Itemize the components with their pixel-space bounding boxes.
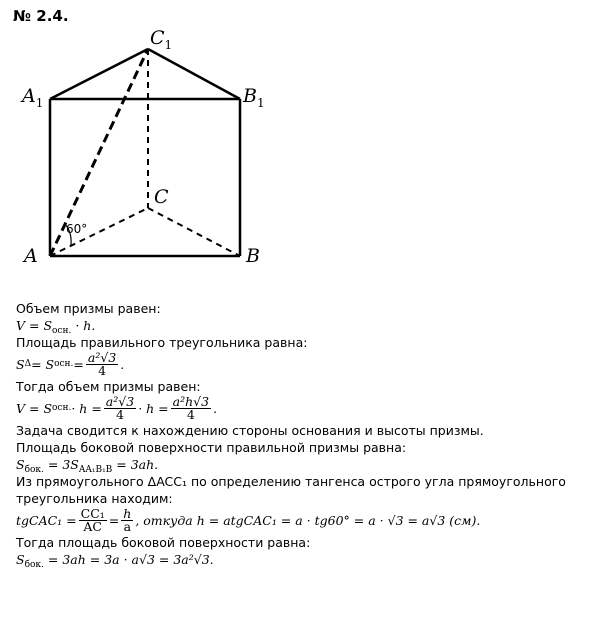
- edge-AC-hidden: [50, 208, 148, 256]
- formula-triangle-area: S Δ = S осн. = $\frac{\text{a²√3}}{4}$ .: [16, 350, 125, 378]
- text-line: Площадь боковой поверхности правильной призмы равна:: [16, 440, 407, 455]
- text-line: Задача сводится к нахождению стороны основания и высоты призмы.: [16, 423, 484, 438]
- text-line: Площадь правильного треугольника равна:: [16, 335, 308, 350]
- label-A1: $A_1$: [22, 85, 44, 110]
- text-line: Объем призмы равен:: [16, 301, 161, 316]
- formula-volume: $V = S_{осн.} \cdot h$.: [16, 318, 96, 336]
- text-line: Тогда площадь боковой поверхности равна:: [16, 535, 311, 550]
- formula-lateral-area: $S_{бок.} = 3S_{AA_1B_1B} = 3ah$.: [16, 457, 159, 475]
- diagonal-AC1: [50, 49, 148, 256]
- label-B1: $B_1$: [243, 85, 265, 110]
- label-B: B: [246, 245, 260, 267]
- solution-text: [16, 300, 591, 568]
- text-line: треугольника находим:: [16, 491, 173, 506]
- edge-A1C1: [50, 49, 148, 99]
- edge-CB-hidden: [148, 208, 240, 256]
- text-line: Тогда объем призмы равен:: [16, 379, 201, 394]
- edge-C1B1: [148, 49, 240, 99]
- formula-volume-expanded: V = S осн. · h = $\frac{\text{a²√3}}{4}$ · h = $\frac{\text{a²h√3}}{4}$ .: [16, 394, 218, 422]
- label-C: C: [154, 186, 169, 208]
- angle-label: 60°: [66, 222, 88, 236]
- text-line: Из прямоугольного ΔACC₁ по определению тангенса острого угла прямоугольного: [16, 474, 566, 489]
- prism-figure: [0, 0, 600, 290]
- label-C1: $C_1$: [150, 27, 173, 52]
- problem-number: № 2.4.: [13, 7, 69, 25]
- label-A: A: [24, 245, 38, 267]
- formula-tangent: tgCAC₁ = $\frac{\text{CC₁}}{AC}$ = $\frac{h}{a}$ , откуда h = atgCAC₁ = a · tg60° = a · √3 = a√3 (см).: [16, 506, 481, 534]
- formula-lateral-result: $S_{бок.} = 3ah = 3a \cdot a√3 = 3a^2√3$.: [16, 552, 214, 570]
